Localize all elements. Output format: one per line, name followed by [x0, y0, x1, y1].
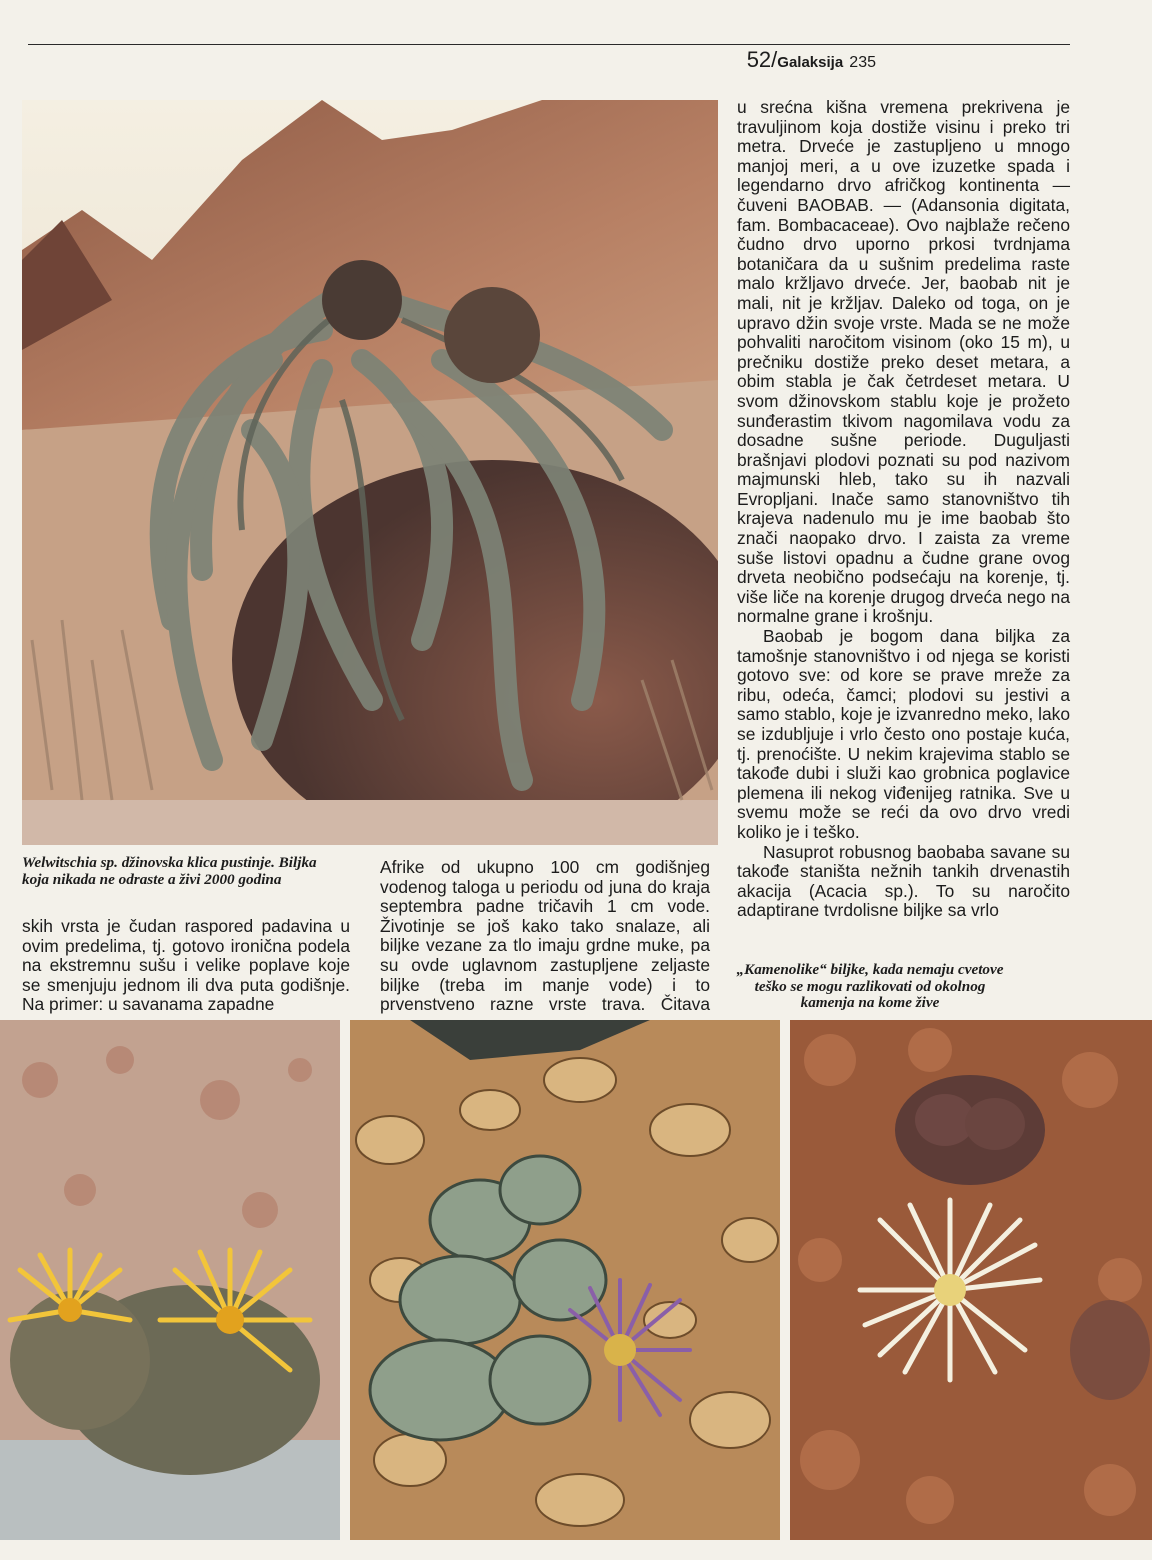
paragraph: Afrike od ukupno 100 cm godišnjeg vodenog taloga u periodu od juna do kraja septembra padne tričavih 1 cm vode. Životinje se još kako tako snalaze, ali biljke vezane za tlo imaju grdne muke, pa su ovde uglavnom zastupljene zeljaste biljke (treba im manje vode) i to prvenstveno razne vrste trava. Čitava — [380, 857, 710, 1015]
publication-name: Galaksija — [777, 54, 844, 71]
paragraph: Baobab je bogom dana biljka za tamošnje stanovništvo i od njega se koristi gotovo sve: od kore se prave mreže za ribu, odeća, čamci; plodovi su jestivi a samo stablo, koje je izvanredno meko, lako se izdubljuje i vrlo često ono postaje kuća, tj. prenoćište. U nekim krajevima stablo se takođe dubi i služi kao grobnica poglavice plemena ili nekog viđenijeg ratnika. Sve u svemu može se reći da ovo drvo vredi koliko je i teško. — [737, 626, 1070, 842]
yellow-flower-photo — [0, 1020, 340, 1540]
issue-number: 235 — [849, 54, 876, 71]
kamenolike-caption: „Kamenolike“ biljke, kada nemaju cvetove teško se mogu razlikovati od okolnog kamenja na kome žive — [736, 961, 1004, 1011]
text-column-left — [22, 917, 350, 1015]
text-column-right — [737, 98, 1070, 921]
page-header — [747, 47, 876, 73]
welwitschia-photo — [22, 100, 718, 845]
paragraph: Nasuprot robusnog baobaba savane su takođe staništa nežnih tankih drvenastih akacija (Acacia sp.). To su naročito adaptirane tvrdolisne biljke sa vrlo — [737, 841, 1070, 921]
text-column-middle — [380, 858, 710, 1034]
welwitschia-caption: Welwitschia sp. džinovska klica pustinje. Biljka koja nikada ne odraste a živi 2000 godina — [22, 854, 317, 888]
paragraph: u srećna kišna vremena prekrivena je travuljinom koja dostiže visinu i preko tri metra. Drveće je zastupljeno u mnogo manjoj meri, a u ove izuzetke spada i legendarno drvo afričkog kontinenta — čuveni BAOBAB. — (Adansonia digitata, fam. Bombacaceae). Ovo najblaže rečeno čudno drvo uporno prkosi tvrdnjama botaničara da u sušnim predelima raste malo kržljavo drveće. Jer, baobab nit je mali, nit je kržljav. Daleko od toga, on je upravo džin svoje vrste. Mada se ne može pohvaliti naročitom visinom (oko 15 m), u prečniku dostiže preko deset metara, a obim stabla je čak četrdeset metara. U svom džinovskom stablu koje je prožeto sunđerastim tkivom nagomilava vodu za dosadne sušne periode. Duguljasti brašnjavi plodovi poznati su pod nazivom majmunski hleb, tako su ih nazvali Evropljani. Inače samo stanovništvo tih krajeva nadenulo mu je ime baobab što znači naopako drvo. I zaista za vreme suše listovi opadnu a čudne grane ovog drveta neobično podsećaju na korenje, tj. više liče na korenje drugog drveća nego na normalne grane i krošnju. — [737, 97, 1070, 627]
white-flower-photo — [790, 1020, 1152, 1540]
pebble-plant-photo — [350, 1020, 780, 1540]
page-number: 52/ — [746, 47, 778, 72]
paragraph: skih vrsta je čudan raspored padavina u ovim predelima, tj. gotovo ironična podela na ekstremnu sušu i velike poplave koje se smenjuju jednom ili dva puta godišnje. Na primer: u savanama zapadne — [22, 916, 350, 1015]
header-rule — [28, 44, 1070, 45]
